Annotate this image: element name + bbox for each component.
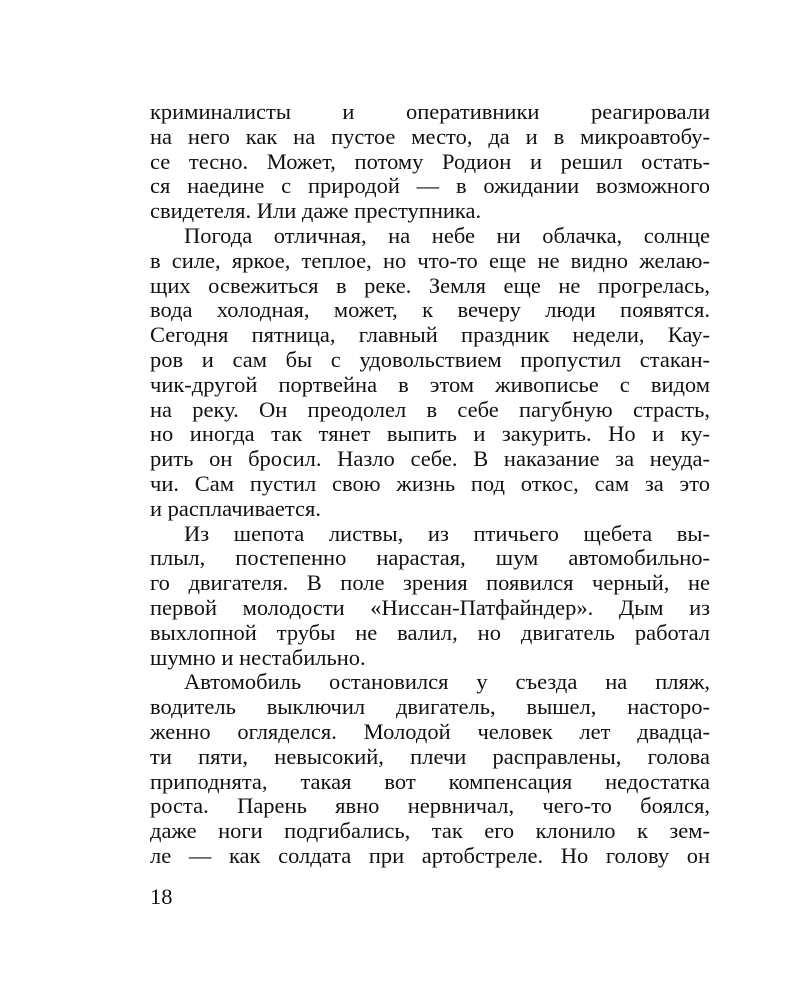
text-line: плыл, постепенно нарастая, шум автомобильно-: [150, 545, 710, 571]
text-line: на реку. Он преодолел в себе пагубную страсть,: [150, 396, 710, 422]
text-line: вода холодная, может, к вечеру люди появятся.: [150, 297, 710, 323]
text-line: го двигателя. В поле зрения появился черный, не: [150, 570, 710, 596]
text-line: приподнята, такая вот компенсация недостатка: [150, 768, 710, 794]
text-line: даже ноги подгибались, так его клонило к зем-: [150, 818, 710, 844]
text-line: шумно и нестабильно.: [150, 644, 366, 670]
text-line: ся наедине с природой — в ожидании возможного: [150, 173, 710, 199]
text-line: но иногда так тянет выпить и закурить. Но и ку-: [150, 421, 710, 447]
text-line: Из шепота листвы, из птичьего щебета вы-: [184, 520, 710, 546]
text-line: щих освежиться в реке. Земля еще не прогрелась,: [150, 272, 710, 298]
text-line: на него как на пустое место, да и в микроавтобу-: [150, 123, 710, 149]
text-line: ти пяти, невысокий, плечи расправлены, голова: [150, 743, 710, 769]
text-line: в силе, яркое, теплое, но что-то еще не видно желаю-: [150, 247, 710, 273]
text-line: Погода отличная, на небе ни облачка, солнце: [184, 222, 710, 248]
text-line: се тесно. Может, потому Родион и решил остать-: [150, 148, 710, 174]
text-line: первой молодости «Ниссан-Патфайндер». Дым из: [150, 594, 710, 620]
text-line: Сегодня пятница, главный праздник недели, Кау-: [150, 322, 710, 348]
text-line: Автомобиль остановился у съезда на пляж,: [184, 669, 710, 695]
text-line: ров и сам бы с удовольствием пропустил стакан-: [150, 346, 710, 372]
body-text: [150, 100, 710, 869]
text-line: роста. Парень явно нервничал, чего-то боялся,: [150, 793, 710, 819]
text-line: криминалисты и оперативники реагировали: [150, 99, 710, 124]
page-number: 18: [150, 884, 173, 909]
text-line: рить он бросил. Назло себе. В наказание за неуда-: [150, 446, 710, 472]
text-line: выхлопной трубы не валил, но двигатель работал: [150, 619, 710, 645]
text-line: ле — как солдата при артобстреле. Но голову он: [150, 842, 710, 868]
text-line: женно огляделся. Молодой человек лет двадца-: [150, 718, 710, 744]
text-line: водитель выключил двигатель, вышел, насторо-: [150, 694, 710, 720]
text-line: и расплачивается.: [150, 495, 321, 521]
text-line: чик-другой портвейна в этом живописье с видом: [150, 371, 710, 397]
text-line: чи. Сам пустил свою жизнь под откос, сам за это: [150, 470, 710, 496]
text-line: свидетеля. Или даже преступника.: [150, 198, 482, 224]
